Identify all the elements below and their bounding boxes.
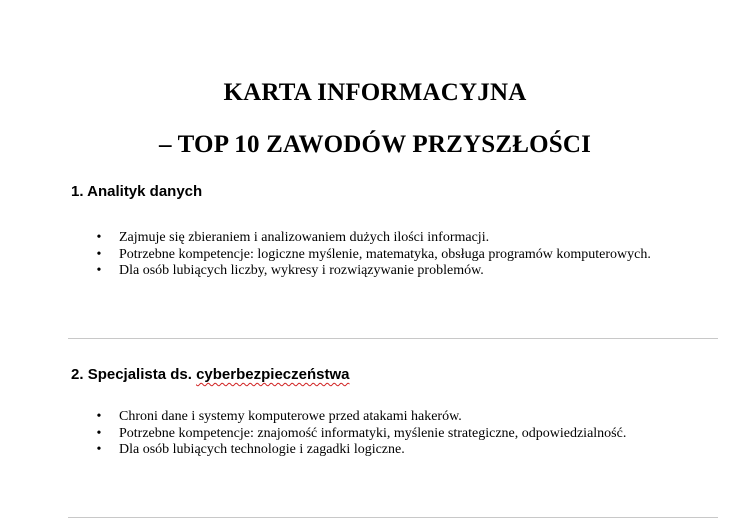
bullet-marker: • bbox=[96, 230, 102, 245]
section-heading-analityk-danych bbox=[71, 183, 202, 201]
bullet-marker: • bbox=[96, 409, 102, 424]
list-item bbox=[94, 409, 674, 426]
bullet-marker: • bbox=[96, 263, 102, 278]
bullet-marker: • bbox=[96, 425, 102, 441]
list-item-text: Potrzebne kompetencje: znajomość informatyki, myślenie strategiczne, odpowiedzialność. bbox=[119, 425, 627, 441]
list-item bbox=[94, 263, 674, 280]
section-divider bbox=[68, 517, 718, 518]
list-item bbox=[94, 247, 674, 264]
document-title-line-1: KARTA INFORMACYJNA bbox=[223, 79, 527, 106]
bullet-marker: • bbox=[96, 442, 102, 457]
list-item bbox=[94, 230, 674, 247]
section-number: 1. bbox=[71, 183, 84, 200]
list-item-text: Potrzebne kompetencje: logiczne myślenie, matematyka, obsługa programów komputerowych. bbox=[119, 246, 651, 262]
bullet-list-analityk-danych bbox=[94, 230, 674, 280]
bullet-marker: • bbox=[96, 246, 102, 262]
document-title-line-2: – TOP 10 ZAWODÓW PRZYSZŁOŚCI bbox=[158, 131, 592, 158]
list-item-text: Dla osób lubiących liczby, wykresy i rozwiązywanie problemów. bbox=[119, 263, 484, 278]
list-item bbox=[94, 442, 674, 459]
list-item-text: Chroni dane i systemy komputerowe przed atakami hakerów. bbox=[119, 409, 462, 424]
section-heading-specjalista-cyberbezpieczenstwa bbox=[71, 366, 349, 384]
section-title-prefix: Specjalista ds. bbox=[87, 366, 192, 383]
spellcheck-flagged-word[interactable]: cyberbezpieczeństwa bbox=[196, 366, 350, 383]
bullet-list-specjalista-cyberbezpieczenstwa bbox=[94, 409, 674, 459]
section-divider bbox=[68, 338, 718, 339]
section-number: 2. bbox=[71, 366, 84, 383]
list-item-text: Zajmuje się zbieraniem i analizowaniem dużych ilości informacji. bbox=[119, 230, 490, 245]
list-item bbox=[94, 426, 674, 443]
list-item-text: Dla osób lubiących technologie i zagadki logiczne. bbox=[119, 442, 405, 457]
section-title: Analityk danych bbox=[87, 183, 203, 200]
